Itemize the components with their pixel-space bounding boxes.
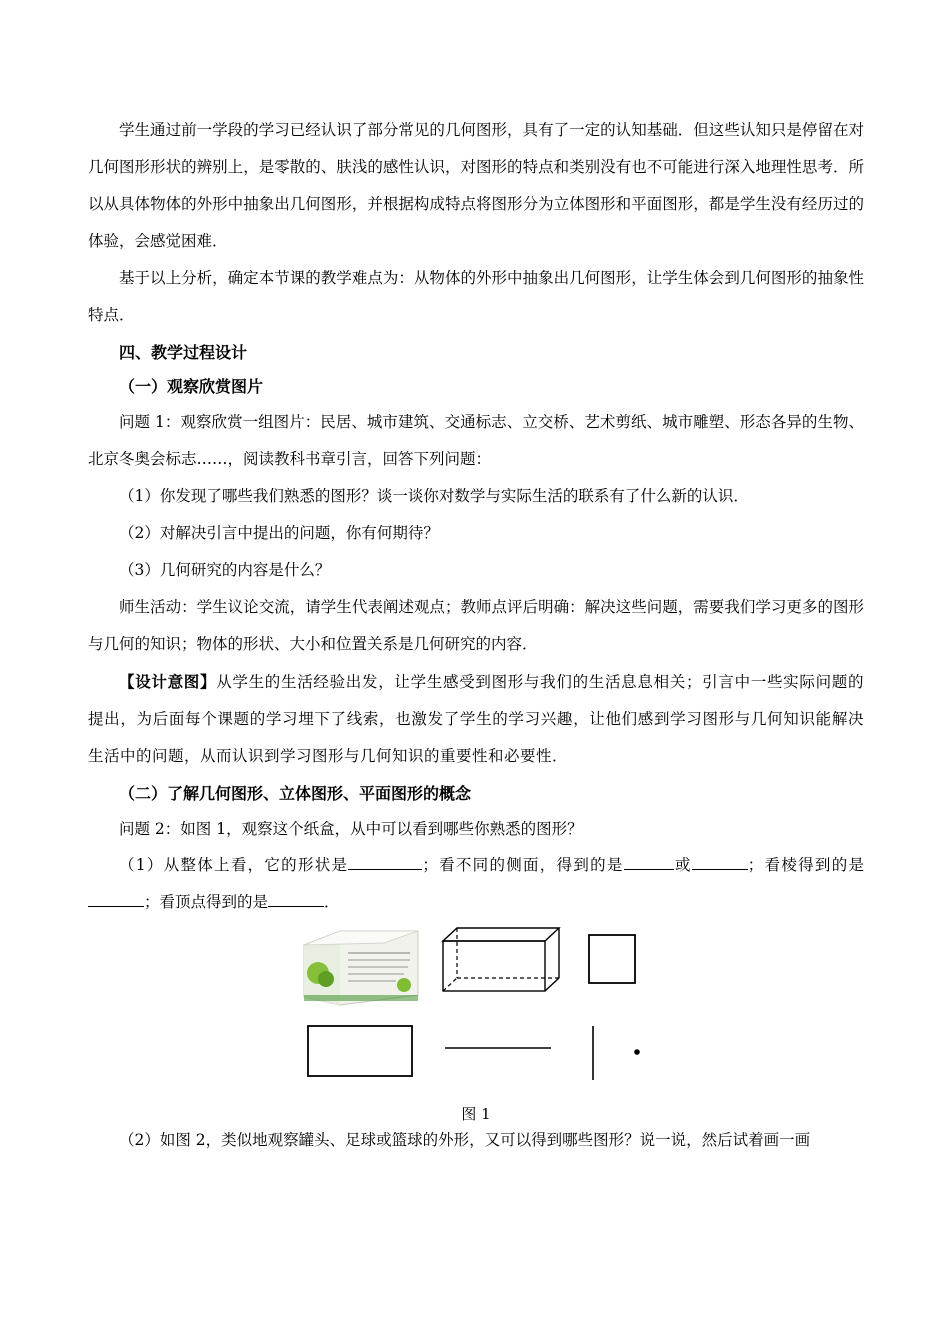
question-1-item-2: （2）对解决引言中提出的问题，你有何期待？ — [119, 524, 439, 542]
vertex-point — [633, 1048, 641, 1056]
square-face-diagram — [588, 934, 638, 986]
cuboid-diagram — [442, 927, 562, 993]
edge-segment-vertical — [591, 1026, 595, 1080]
figure-1 — [88, 927, 864, 1122]
question-2-item-2: （2）如图 2，类似地观察罐头、足球或篮球的外形，又可以得到哪些图形？说一说，然后试着画一画 — [119, 1131, 811, 1149]
question-2-item-1 — [88, 847, 864, 921]
q2-1-text-c: 或 — [673, 856, 692, 874]
q2-1-text-d: ；看棱得到的是 — [747, 856, 864, 874]
edge-segment-horizontal — [445, 1046, 551, 1050]
design-intent-text: 从学生的生活经验出发，让学生感受到图形与我们的生活息息相关；引言中一些实际问题的提出，为后面每个课题的学习埋下了线索，也激发了学生的学习兴趣，让他们感到学习图形与几何知识能解决生活中的问题，从而认识到学习图形与几何知识的重要性和必要性． — [88, 673, 864, 765]
answer-blank-side-2[interactable] — [692, 853, 748, 870]
q2-1-text-e: ；看顶点得到的是 — [144, 893, 269, 911]
section-4-heading: 四、教学过程设计 — [119, 343, 248, 362]
answer-blank-overall-shape[interactable] — [348, 853, 422, 870]
question-1-item-1: （1）你发现了哪些我们熟悉的图形？谈一谈你对数学与实际生活的联系有了什么新的认识． — [119, 487, 749, 505]
answer-blank-edge[interactable] — [88, 890, 144, 907]
q2-1-text-f: ． — [324, 893, 340, 911]
part-1-heading: （一）观察欣赏图片 — [119, 377, 264, 396]
part-2-heading: （二）了解几何图形、立体图形、平面图形的概念 — [119, 784, 472, 803]
design-intent-label: 【设计意图】 — [119, 672, 217, 691]
document-page — [88, 112, 864, 1159]
analysis-paragraph-1: 学生通过前一学段的学习已经认识了部分常见的几何图形，具有了一定的认知基础．但这些认知只是停留在对几何图形形状的辨别上，是零散的、肤浅的感性认识，对图形的特点和类别没有也不可能进行深入地理性思考．所以从具体物体的外形中抽象出几何图形，并根据构成特点将图形分为立体图形和平面图形，都是学生没有经历过的体验，会感觉困难． — [88, 121, 864, 250]
figure-1-caption: 图 1 — [461, 1105, 491, 1123]
question-1-item-3: （3）几何研究的内容是什么？ — [119, 561, 331, 579]
q2-1-text-a: （1）从整体上看，它的形状是 — [119, 856, 349, 874]
rectangle-face-diagram — [307, 1025, 415, 1079]
analysis-paragraph-2: 基于以上分析，确定本节课的教学难点为：从物体的外形中抽象出几何图形，让学生体会到几何图形的抽象性特点． — [88, 269, 864, 324]
answer-blank-side-1[interactable] — [624, 853, 674, 870]
teacher-student-activity: 师生活动：学生议论交流，请学生代表阐述观点；教师点评后明确：解决这些问题，需要我们学习更多的图形与几何的知识；物体的形状、大小和位置关系是几何研究的内容． — [88, 598, 864, 653]
question-2: 问题 2：如图 1，观察这个纸盒，从中可以看到哪些你熟悉的图形？ — [119, 820, 583, 838]
q2-1-text-b: ；看不同的侧面，得到的是 — [422, 856, 624, 874]
answer-blank-vertex[interactable] — [268, 890, 324, 907]
paper-box-photo — [300, 929, 420, 1009]
question-1: 问题 1：观察欣赏一组图片：民居、城市建筑、交通标志、立交桥、艺术剪纸、城市雕塑、形态各异的生物、北京冬奥会标志……，阅读教科书章引言，回答下列问题： — [88, 413, 864, 468]
design-intent — [88, 663, 864, 775]
